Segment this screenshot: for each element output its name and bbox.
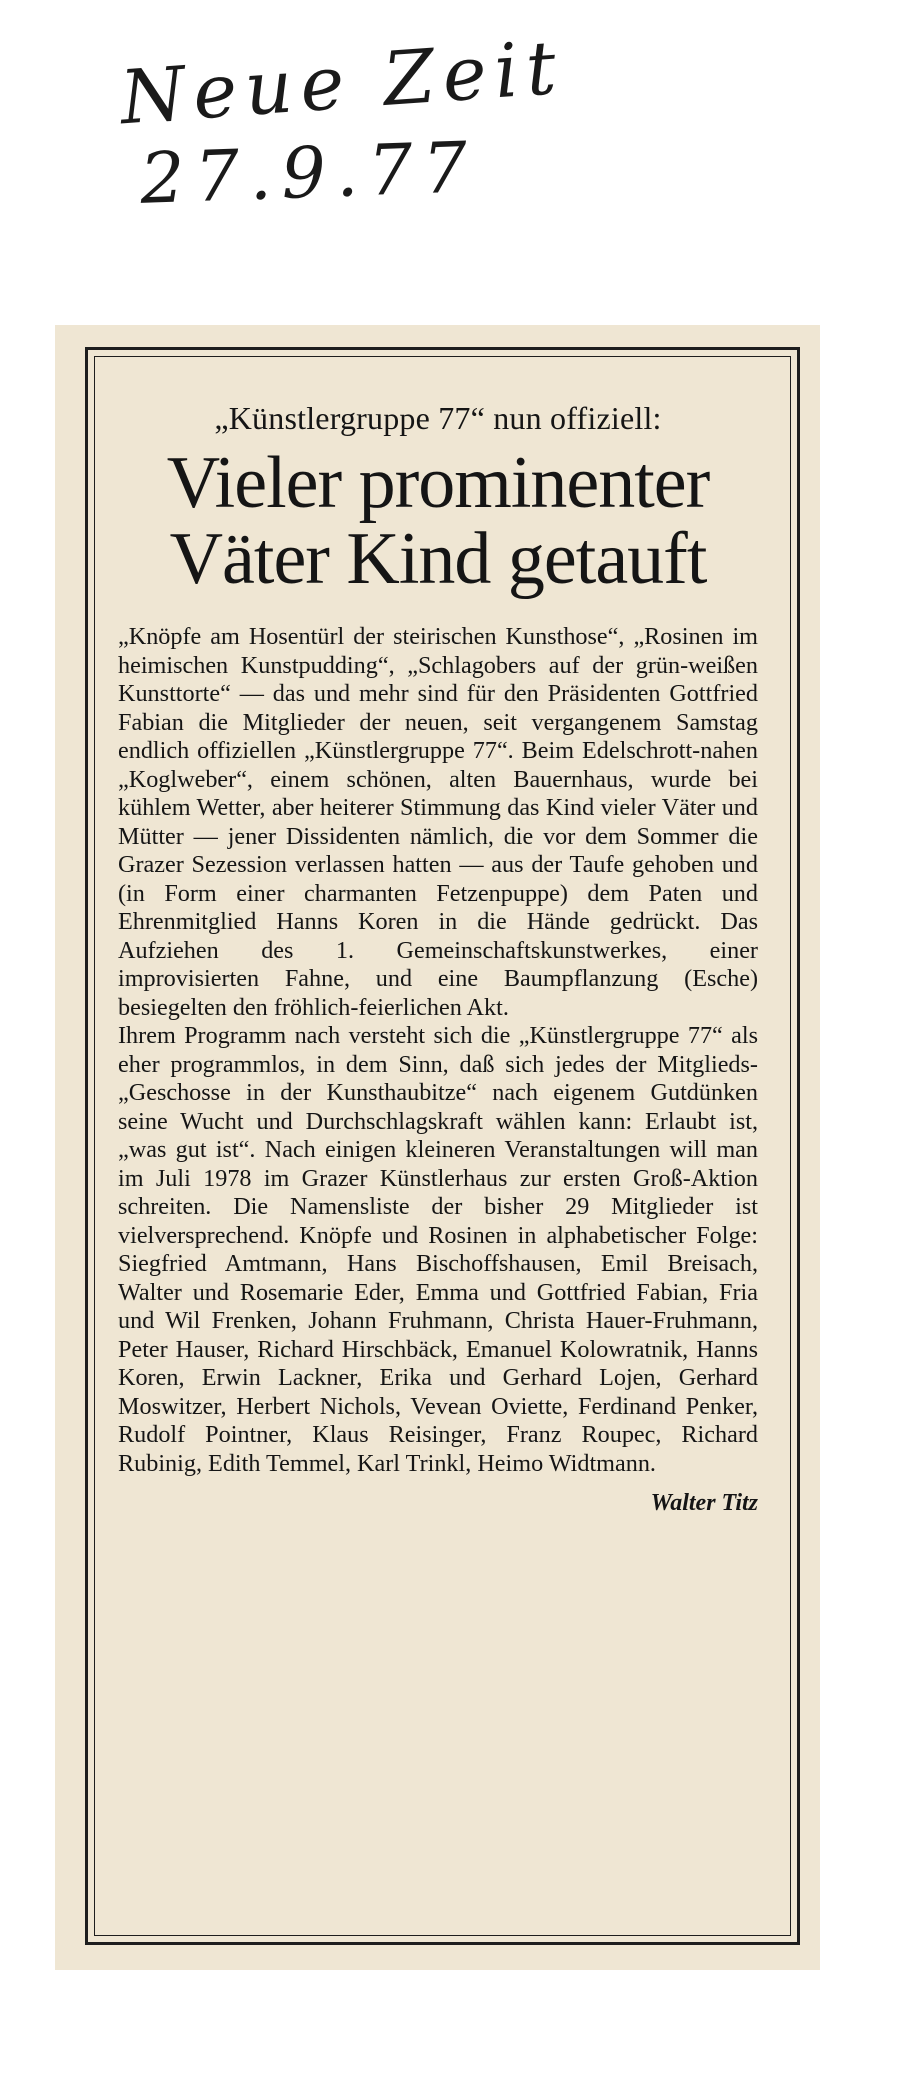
headline-line-2: Väter Kind getauft — [169, 518, 707, 600]
article-headline — [118, 442, 758, 600]
article — [118, 380, 758, 1517]
article-paragraph-1: „Knöpfe am Hosentürl der steirischen Kunsthose“, „Rosinen im heimischen Kunstpudding“, „Schlagobers auf der grün-weißen Kunsttorte“ — das und mehr sind für den Präsidenten Gottfried Fabian die Mitglieder der neuen, seit vergangenem Samstag endlich offiziellen „Künstlergruppe 77“. Beim Edelschrott-nahen „Koglweber“, einem schönen, alten Bauernhaus, wurde bei kühlem Wetter, aber heiterer Stimmung das Kind vieler Väter und Mütter — jener Dissidenten nämlich, die vor dem Sommer die Grazer Sezession verlassen hatten — aus der Taufe gehoben und (in Form einer charmanten Fetzenpuppe) dem Paten und Ehrenmitglied Hanns Koren in die Hände gedrückt. Das Aufziehen des 1. Gemeinschaftskunstwerkes, einer improvisierten Fahne, und eine Baumpflanzung (Esche) besiegelten den fröhlich-feierlichen Akt. — [118, 623, 758, 1021]
handwritten-newspaper-name: Neue Zeit — [117, 24, 567, 142]
article-paragraph-2: Ihrem Programm nach versteht sich die „Künstlergruppe 77“ als eher programmlos, in dem Sinn, daß sich jedes der Mitglieds-„Geschosse in der Kunsthaubitze“ nach eigenem Gutdünken seine Wucht und Durchschlagskraft wählen kann: Erlaubt ist, „was gut ist“. Nach einigen kleineren Veranstaltungen will man im Juli 1978 im Grazer Künstlerhaus zur ersten Groß-Aktion schreiten. Die Namensliste der bisher 29 Mitglieder ist vielversprechend. Knöpfe und Rosinen in alphabetischer Folge: Siegfried Amtmann, Hans Bischoffshausen, Emil Breisach, Walter und Rosemarie Eder, Emma und Gottfried Fabian, Fria und Wil Frenken, Johann Fruhmann, Christa Hauer-Fruhmann, Peter Hauser, Richard Hirschbäck, Emanuel Kolowratnik, Hanns Koren, Erwin Lackner, Erika und Gerhard Lojen, Gerhard Moswitzer, Herbert Nichols, Vevean Oviette, Ferdinand Penker, Rudolf Pointner, Klaus Reisinger, Franz Roupec, Richard Rubinig, Edith Temmel, Karl Trinkl, Heimo Widtmann. — [118, 1022, 758, 1477]
article-kicker: „Künstlergruppe 77“ nun offiziell: — [214, 400, 662, 436]
newspaper-clipping — [55, 325, 820, 1970]
article-author: Walter Titz — [650, 1490, 758, 1516]
handwritten-date: 27.9.77 — [138, 126, 479, 220]
handwritten-annotation — [110, 24, 567, 230]
article-body — [118, 623, 758, 1478]
headline-line-1: Vieler prominenter — [166, 442, 710, 524]
clipping-border — [85, 347, 800, 1945]
